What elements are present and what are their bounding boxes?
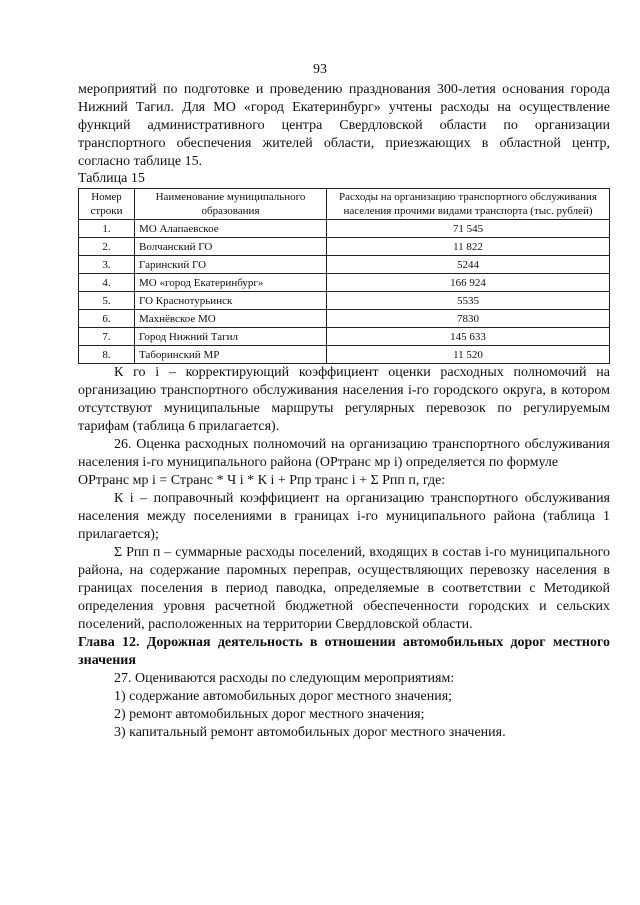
row-municipality: Таборинский МР (135, 346, 327, 364)
formula: ОРтранс мр i = Странс * Ч i * К i + Рпр транс i + Σ Рпп п, где: (78, 473, 446, 488)
paragraph-sum-rpp: Σ Рпп п – суммарные расходы поселений, входящих в состав i-го муниципального района, на содержание паромных переправ, осуществляющих перевозку населения в границах поселения в период паводка, определяемые в соответствии с Методикой определения уровня расчетной бюджетной обеспеченности городских и сельских поселений, расположенных на территории Свердловской области. (78, 545, 610, 632)
list-item: 3) капитальный ремонт автомобильных дорог местного значения. (114, 725, 506, 740)
row-municipality: МО «город Екатеринбург» (135, 274, 327, 292)
paragraph-item-26: 26. Оценка расходных полномочий на организацию транспортного обслуживания населения i-го муниципального района (ОРтранс мр i) определяется по формуле (78, 437, 610, 470)
table-caption: Таблица 15 (78, 171, 145, 186)
table-row (79, 256, 610, 274)
table-header-row (79, 189, 610, 220)
row-expenses: 166 924 (327, 274, 610, 292)
row-expenses: 11 520 (327, 346, 610, 364)
row-number: 7. (79, 328, 135, 346)
paragraph-item-27: 27. Оцениваются расходы по следующим мероприятиям: (114, 671, 455, 686)
row-municipality: Гаринский ГО (135, 256, 327, 274)
row-expenses: 71 545 (327, 220, 610, 238)
paragraph-k-go: К го i – корректирующий коэффициент оценки расходных полномочий на организацию транспортного обслуживания населения i-го городского округа, в котором отсутствуют муниципальные маршруты регулярных перевозок по регулируемым тарифам (таблица 6 прилагается). (78, 365, 610, 434)
table-row (79, 328, 610, 346)
row-expenses: 7830 (327, 310, 610, 328)
row-number: 5. (79, 292, 135, 310)
row-municipality: Город Нижний Тагил (135, 328, 327, 346)
row-municipality: Махнёвское МО (135, 310, 327, 328)
list-item: 1) содержание автомобильных дорог местного значения; (114, 689, 453, 704)
table-row (79, 292, 610, 310)
table-row (79, 346, 610, 364)
row-number: 1. (79, 220, 135, 238)
paragraph-intro: мероприятий по подготовке и проведению празднования 300-летия основания города Нижний Тагил. Для МО «город Екатеринбург» учтены расходы на осуществление функций административного центра Свердловской области по организации транспортного обеспечения жителей области, приезжающих в областной центр, согласно таблице 15. (78, 82, 610, 169)
row-number: 8. (79, 346, 135, 364)
page-number: 93 (313, 62, 327, 77)
row-number: 2. (79, 238, 135, 256)
row-expenses: 5244 (327, 256, 610, 274)
row-municipality: ГО Краснотурьинск (135, 292, 327, 310)
table-row (79, 274, 610, 292)
table-row (79, 220, 610, 238)
header-row-number: Номер строки (79, 189, 135, 220)
table-row (79, 238, 610, 256)
row-number: 6. (79, 310, 135, 328)
chapter-title: Глава 12. Дорожная деятельность в отношении автомобильных дорог местного значения (78, 635, 610, 668)
row-expenses: 11 822 (327, 238, 610, 256)
row-expenses: 5535 (327, 292, 610, 310)
row-number: 4. (79, 274, 135, 292)
table-row (79, 310, 610, 328)
paragraph-k-i: К i – поправочный коэффициент на организацию транспортного обслуживания населения между поселениями в границах i-го муниципального района (таблица 1 прилагается); (78, 491, 610, 542)
list-item: 2) ремонт автомобильных дорог местного значения; (114, 707, 425, 722)
document-body (78, 81, 610, 742)
row-expenses: 145 633 (327, 328, 610, 346)
header-municipality: Наименование муниципального образования (135, 189, 327, 220)
header-expenses: Расходы на организацию транспортного обслуживания населения прочими видами транспорта (тыс. рублей) (327, 189, 610, 220)
row-municipality: МО Алапаевское (135, 220, 327, 238)
row-municipality: Волчанский ГО (135, 238, 327, 256)
expenses-table (78, 188, 610, 364)
row-number: 3. (79, 256, 135, 274)
